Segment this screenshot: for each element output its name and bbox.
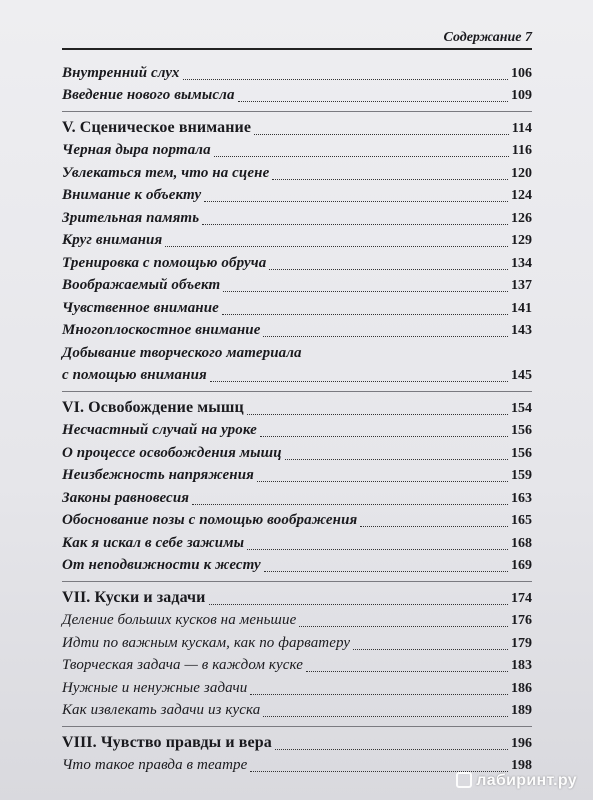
toc-entry[interactable] <box>62 320 532 343</box>
page-number: 137 <box>511 278 532 293</box>
entry-title: Чувственное внимание <box>62 299 219 316</box>
entry-title: с помощью внимания <box>62 367 207 383</box>
dot-leader <box>254 134 509 135</box>
page-number: 196 <box>511 735 532 751</box>
page-number: 174 <box>511 590 532 606</box>
toc-entry[interactable] <box>62 655 532 678</box>
dot-leader <box>264 571 508 572</box>
dot-leader <box>247 414 508 415</box>
page-number: 116 <box>511 143 532 158</box>
toc-entry[interactable] <box>62 62 532 85</box>
toc-entry[interactable] <box>62 532 532 555</box>
entry-title: Увлекаться тем, что на сцене <box>62 164 270 181</box>
entry-title: От неподвижности к жесту <box>62 557 261 573</box>
dot-leader <box>204 201 508 202</box>
toc-entry[interactable] <box>62 230 532 253</box>
page-number: 169 <box>511 558 532 573</box>
entry-title: Внимание к объекту <box>62 187 202 203</box>
entry-title: Круг внимания <box>62 232 163 248</box>
page-number: 179 <box>511 635 532 651</box>
page-number: 124 <box>511 188 532 203</box>
entry-title: Законы равновесия <box>62 489 190 506</box>
dot-leader <box>260 436 508 437</box>
toc-entry[interactable] <box>62 632 532 655</box>
page-number: 156 <box>511 445 532 461</box>
entry-title: Введение нового вымысла <box>62 87 235 103</box>
page-number: 189 <box>511 703 532 718</box>
dot-leader <box>192 504 508 505</box>
header-title: Содержание 7 <box>443 30 532 45</box>
entry-title: Как извлекать задачи из куска <box>62 702 261 718</box>
toc-entry[interactable] <box>62 610 532 633</box>
dot-leader <box>209 604 508 605</box>
running-header <box>62 28 532 50</box>
entry-title: VIII. Чувство правды и вера <box>62 733 272 751</box>
toc-entry[interactable] <box>62 275 532 298</box>
toc-entry[interactable] <box>62 700 532 723</box>
dot-leader <box>257 481 508 482</box>
dot-leader <box>247 549 508 550</box>
section-separator <box>62 391 532 392</box>
page-number: 120 <box>511 165 532 181</box>
toc-entry[interactable] <box>62 140 532 163</box>
page-number: 106 <box>511 65 532 81</box>
labirint-logo-icon <box>456 772 472 788</box>
toc-entry[interactable] <box>62 465 532 488</box>
entry-title: О процессе освобождения мышц <box>62 444 282 461</box>
toc-entry[interactable] <box>62 487 532 510</box>
toc-section-entry[interactable] <box>62 587 532 610</box>
toc-entry[interactable] <box>62 365 532 388</box>
dot-leader <box>263 716 508 717</box>
entry-title: Как я искал в себе зажимы <box>62 534 245 551</box>
dot-leader <box>165 246 508 247</box>
entry-title: V. Сценическое внимание <box>62 118 252 136</box>
dot-leader <box>272 179 508 180</box>
entry-title: Несчастный случай на уроке <box>62 422 257 438</box>
dot-leader <box>285 459 508 460</box>
entry-title: Внутренний слух <box>62 64 180 81</box>
page-number: 168 <box>511 535 532 551</box>
dot-leader <box>210 381 508 382</box>
page-number: 154 <box>511 400 532 416</box>
dot-leader <box>250 694 508 695</box>
page-number: 114 <box>511 120 532 136</box>
toc-section-entry[interactable] <box>62 117 532 140</box>
dot-leader <box>263 336 508 337</box>
toc-section-entry[interactable] <box>62 732 532 755</box>
entry-title: Деление больших кусков на меньшие <box>62 612 297 628</box>
toc-entry[interactable] <box>62 207 532 230</box>
entry-title: Черная дыра портала <box>62 142 211 158</box>
page-number: 143 <box>511 323 532 338</box>
dot-leader <box>275 749 508 750</box>
dot-leader <box>223 291 508 292</box>
table-of-contents <box>62 62 532 777</box>
entry-title: Неизбежность напряжения <box>62 467 254 483</box>
dot-leader <box>299 626 508 627</box>
toc-entry[interactable] <box>62 420 532 443</box>
entry-title: Тренировка с помощью обруча <box>62 254 267 271</box>
page-number: 109 <box>511 88 532 103</box>
section-separator <box>62 726 532 727</box>
section-separator <box>62 581 532 582</box>
dot-leader <box>238 101 508 102</box>
toc-entry[interactable] <box>62 677 532 700</box>
toc-entry[interactable] <box>62 342 532 365</box>
toc-entry[interactable] <box>62 510 532 533</box>
toc-entry[interactable] <box>62 442 532 465</box>
toc-entry[interactable] <box>62 252 532 275</box>
toc-entry[interactable] <box>62 185 532 208</box>
entry-title: VII. Куски и задачи <box>62 588 206 606</box>
page-number: 145 <box>511 368 532 383</box>
toc-entry[interactable] <box>62 85 532 108</box>
dot-leader <box>360 526 508 527</box>
entry-title: Нужные и ненужные задачи <box>62 679 248 696</box>
toc-entry[interactable] <box>62 162 532 185</box>
header-rule <box>62 48 532 50</box>
dot-leader <box>222 314 508 315</box>
page-number: 176 <box>511 613 532 628</box>
page-number: 186 <box>511 680 532 696</box>
entry-title: VI. Освобождение мышц <box>62 398 244 416</box>
toc-entry[interactable] <box>62 297 532 320</box>
dot-leader <box>214 156 509 157</box>
page-number: 163 <box>511 490 532 506</box>
toc-section-entry[interactable] <box>62 397 532 420</box>
entry-title: Воображаемый объект <box>62 277 221 293</box>
entry-title: Зрительная память <box>62 209 200 226</box>
entry-title: Добывание творческого материала <box>62 344 302 361</box>
entry-title: Многоплоскостное внимание <box>62 322 261 338</box>
entry-title: Обоснование позы с помощью воображения <box>62 512 358 528</box>
entry-title: Что такое правда в театре <box>62 757 248 773</box>
page-number: 159 <box>511 468 532 483</box>
page-number: 165 <box>511 513 532 528</box>
section-separator <box>62 111 532 112</box>
page-number: 134 <box>511 255 532 271</box>
dot-leader <box>183 79 508 80</box>
page-number: 198 <box>511 758 532 773</box>
toc-entry[interactable] <box>62 555 532 578</box>
dot-leader <box>202 224 508 225</box>
page-number: 183 <box>511 658 532 673</box>
dot-leader <box>269 269 508 270</box>
watermark-text: лабиринт.ру <box>476 772 577 789</box>
page-number: 156 <box>511 423 532 438</box>
page-number: 129 <box>511 233 532 248</box>
page-number: 126 <box>511 210 532 226</box>
dot-leader <box>306 671 508 672</box>
entry-title: Творческая задача — в каждом куске <box>62 657 304 673</box>
entry-title: Идти по важным кускам, как по фарватеру <box>62 634 351 651</box>
watermark <box>456 772 577 790</box>
page-number: 141 <box>511 300 532 316</box>
dot-leader <box>353 649 508 650</box>
